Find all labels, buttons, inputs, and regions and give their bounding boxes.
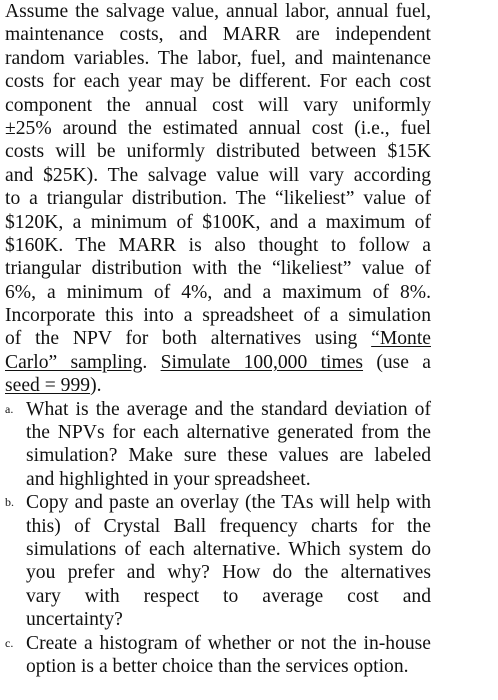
text-line: 6%, a minimum of 4%, and a maximum of 8%. [5, 281, 431, 303]
text-line: and highlighted in your spreadsheet. [26, 468, 311, 490]
text-line: Incorporate this into a spreadsheet of a simulation [5, 305, 431, 327]
text-line: $120K, a minimum of $100K, and a maximum of [5, 211, 431, 233]
assignment-text [5, 0, 431, 678]
question-item-c [5, 632, 431, 679]
text-line-with-link [5, 351, 431, 374]
text-line: this) of Crystal Ball frequency charts for the [26, 515, 431, 537]
text-line: maintenance costs, and MARR are independent [5, 24, 431, 46]
text-line: to a triangular distribution. The “likeliest” value of [5, 188, 431, 210]
seed-link[interactable]: seed = 999 [5, 375, 91, 397]
text-line: triangular distribution with the “likeliest” value of [5, 258, 431, 280]
simulate-link[interactable]: Simulate 100,000 times [160, 351, 364, 373]
text-line: and $25K). The salvage value will vary according [5, 164, 431, 186]
text-segment: . [142, 351, 148, 373]
item-marker: a. [5, 401, 14, 416]
item-marker: c. [5, 635, 14, 650]
text-line: random variables. The labor, fuel, and maintenance [5, 47, 431, 69]
text-line: costs for each year may be different. For each cost [5, 71, 431, 93]
text-line: Copy and paste an overlay (the TAs will help with [26, 492, 431, 514]
text-line-with-link [5, 374, 431, 397]
monte-carlo-link[interactable]: “Monte [371, 328, 431, 350]
text-segment: (use a [376, 351, 431, 373]
text-line: the NPVs for each alternative generated from the [26, 422, 431, 444]
text-line-with-link [5, 327, 431, 350]
monte-carlo-link[interactable]: Carlo” sampling [5, 351, 143, 373]
text-line: Assume the salvage value, annual labor, annual fuel, [5, 1, 431, 22]
text-line: $160K. The MARR is also thought to follow a [5, 234, 431, 256]
text-line: ±25% around the estimated annual cost (i.e., fuel [5, 117, 431, 139]
text-line: you prefer and why? How do the alternatives [26, 562, 431, 584]
text-segment: ). [90, 375, 102, 397]
text-line: What is the average and the standard deviation of [26, 398, 431, 420]
text-line: uncertainty? [26, 609, 123, 631]
item-marker: b. [5, 495, 14, 510]
text-line: vary with respect to average cost and [26, 585, 431, 607]
text-line: Create a histogram of whether or not the in-house [26, 632, 431, 654]
text-segment: of the NPV for both alternatives using [5, 328, 358, 350]
text-line: option is a better choice than the services option. [26, 655, 409, 677]
question-item-b [5, 491, 431, 631]
intro-paragraph [5, 0, 431, 398]
text-line: costs will be uniformly distributed between $15K [5, 141, 431, 163]
text-line: simulation? Make sure these values are labeled [26, 445, 431, 467]
text-line: simulations of each alternative. Which system do [26, 538, 431, 560]
text-line: component the annual cost will vary uniformly [5, 94, 431, 116]
question-item-a [5, 398, 431, 492]
